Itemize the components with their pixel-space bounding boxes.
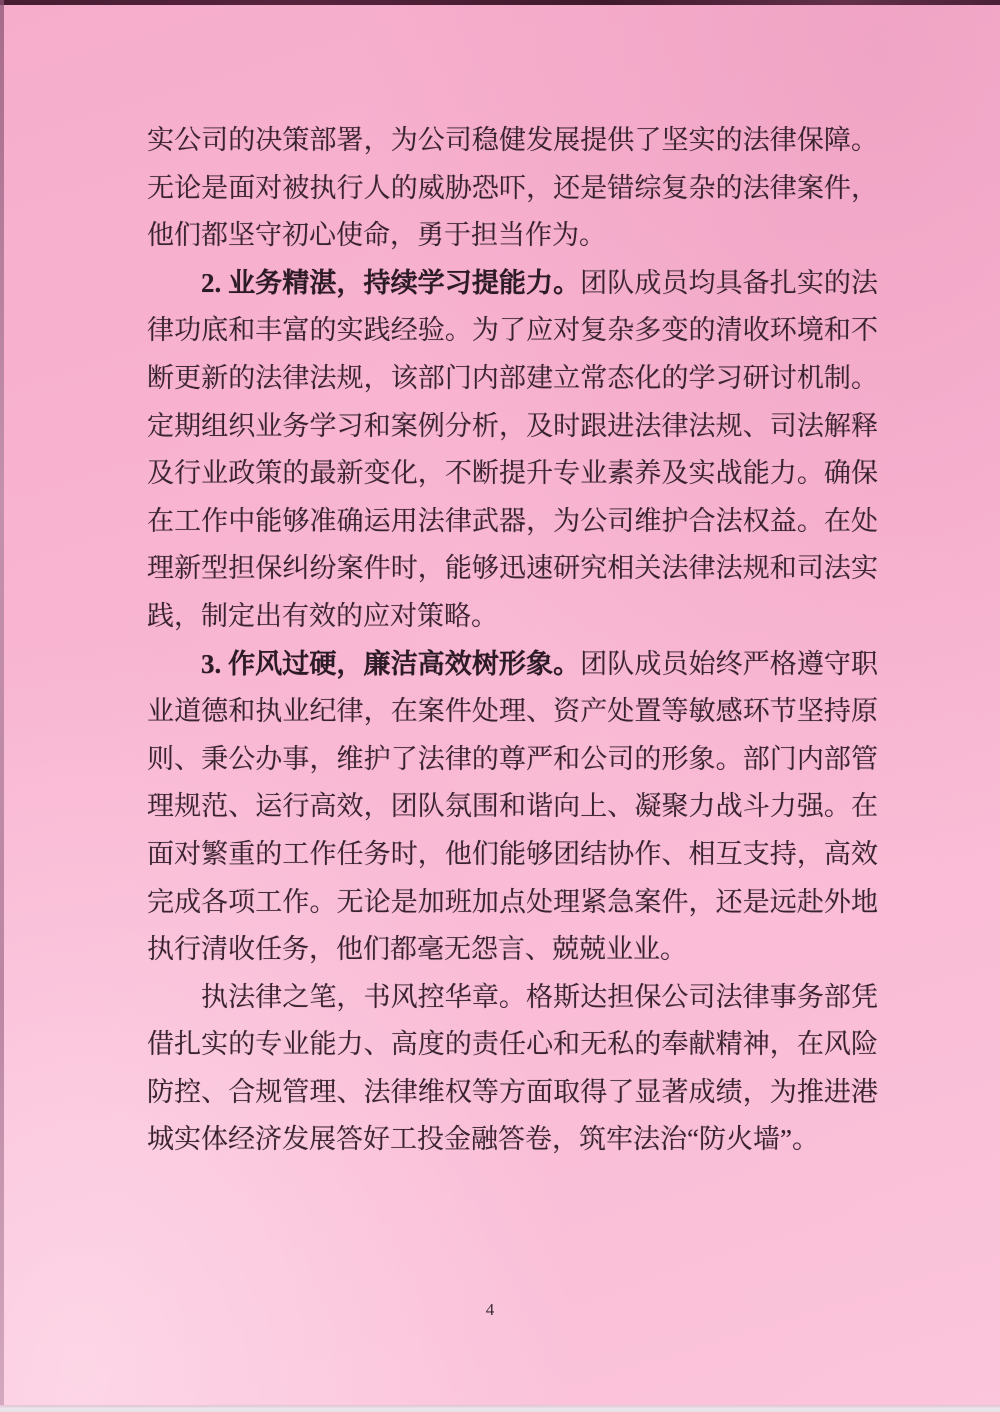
section-2-body: 团队成员均具备扎实的法律功底和丰富的实践经验。为了应对复杂多变的清收环境和不断更新的法律法规，该部门内部建立常态化的学习研讨机制。定期组织业务学习和案例分析，及时跟进法律法规、司法解释及行业政策的最新变化，不断提升专业素养及实战能力。确保在工作中能够准确运用法律武器，为公司维护合法权益。在处理新型担保纠纷案件时，能够迅速研究相关法律法规和司法实践，制定出有效的应对策略。 [147, 267, 879, 631]
scan-edge-top [0, 0, 1000, 5]
paragraph-text: 实公司的决策部署，为公司稳健发展提供了坚实的法律保障。无论是面对被执行人的威胁恐吓，还是错综复杂的法律案件，他们都坚守初心使命，勇于担当作为。 [147, 125, 878, 251]
paragraph-section-2 [147, 260, 878, 641]
page-number: 4 [485, 1300, 495, 1319]
closing-text: 执法律之笔，书风控华章。格斯达担保公司法律事务部凭借扎实的专业能力、高度的责任心和无私的奉献精神，在风险防控、合规管理、法律维权等方面取得了显著成绩，为推进港城实体经济发展答好工投金融答卷，筑牢法治“防火墙”。 [147, 981, 878, 1155]
paragraph-continuation [147, 117, 878, 260]
section-3-body: 团队成员始终严格遵守职业道德和执业纪律，在案件处理、资产处置等敏感环节坚持原则、秉公办事，维护了法律的尊严和公司的形象。部门内部管理规范、运行高效，团队氛围和谐向上、凝聚力战斗力强。在面对繁重的工作任务时，他们能够团结协作、相互支持，高效完成各项工作。无论是加班加点处理紧急案件，还是远赴外地执行清收任务，他们都毫无怨言、兢兢业业。 [147, 648, 879, 965]
section-2-heading: 2. 业务精湛，持续学习提能力。 [201, 267, 581, 298]
scan-edge-left [0, 0, 4, 1412]
section-3-heading: 3. 作风过硬，廉洁高效树形象。 [201, 648, 581, 679]
document-body [147, 117, 878, 1164]
paragraph-closing [147, 974, 878, 1164]
paragraph-section-3 [147, 641, 878, 974]
scan-edge-bottom [0, 1405, 1000, 1412]
